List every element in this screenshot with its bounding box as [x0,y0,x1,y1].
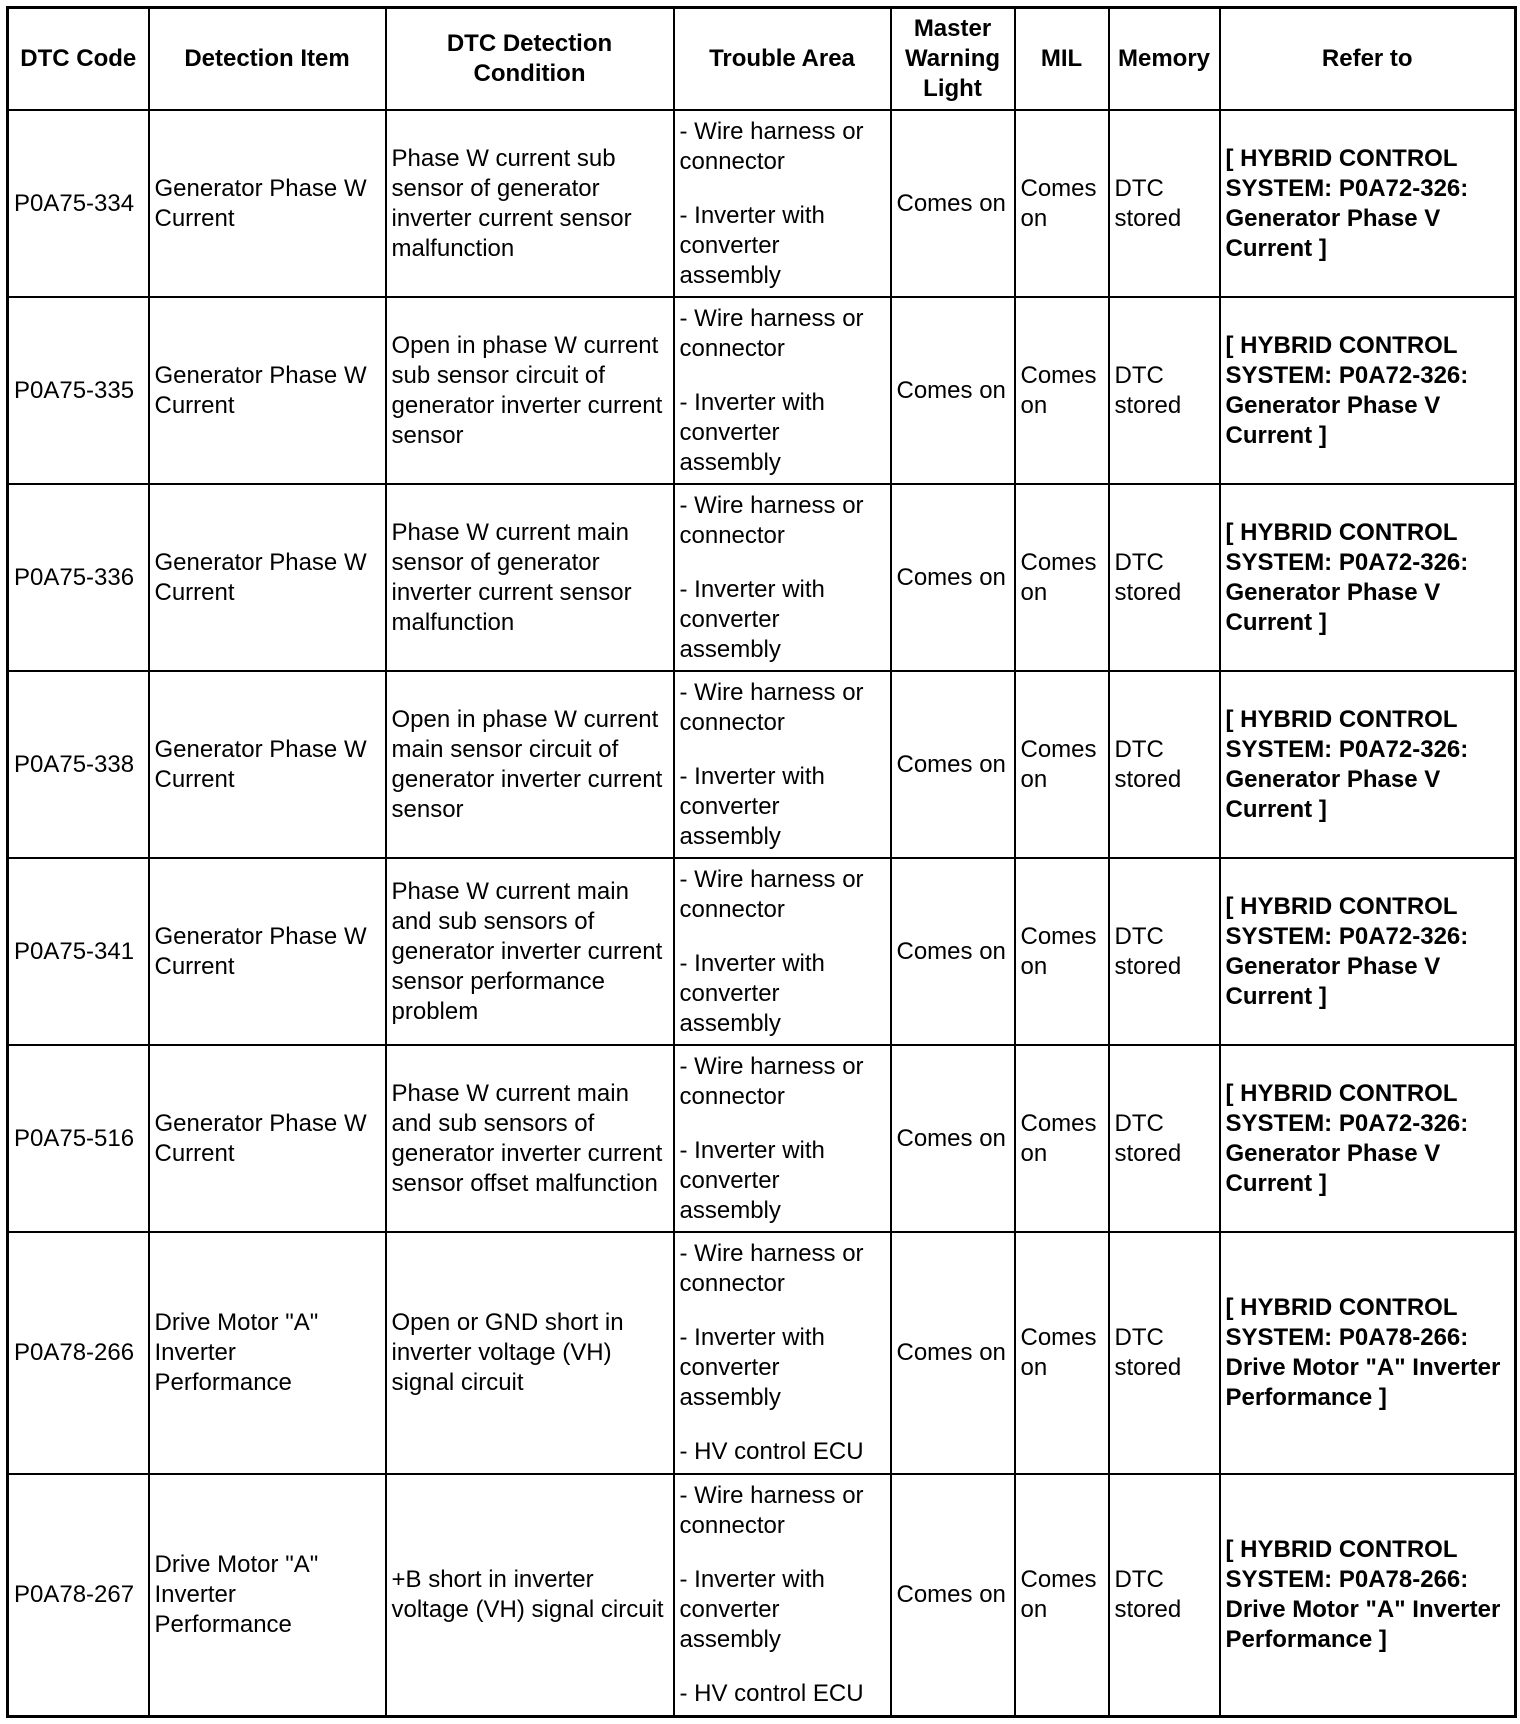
master-warning-light-cell: Comes on [891,1045,1015,1232]
table-row [8,484,1516,671]
trouble-area-item: - Inverter with converter assembly [679,388,825,476]
trouble-area-item: - Inverter with converter assembly [679,1136,825,1224]
dtc-table [6,6,1517,1718]
refer-to-cell: [ HYBRID CONTROL SYSTEM: P0A72-326: Generator Phase V Current ] [1220,671,1516,858]
memory-cell: DTC stored [1109,110,1220,297]
trouble-area-item: - Wire harness or connector [679,678,864,736]
trouble-area-item: - Wire harness or connector [679,1482,864,1540]
header-dtc-code: DTC Code [8,8,149,111]
master-warning-light-cell: Comes on [891,484,1015,671]
memory-cell: DTC stored [1109,671,1220,858]
detection-condition-cell: Phase W current main and sub sensors of generator inverter current sensor performance problem [386,858,674,1045]
refer-to-cell: [ HYBRID CONTROL SYSTEM: P0A72-326: Generator Phase V Current ] [1220,1045,1516,1232]
master-warning-light-cell: Comes on [891,858,1015,1045]
trouble-area-item: - Wire harness or connector [679,1052,864,1110]
table-row [8,1232,1516,1474]
refer-to-cell: [ HYBRID CONTROL SYSTEM: P0A78-266: Drive Motor "A" Inverter Performance ] [1220,1232,1516,1474]
table-row [8,671,1516,858]
dtc-code-cell: P0A78-267 [8,1474,149,1716]
mil-cell: Comes on [1015,671,1109,858]
detection-item-cell: Drive Motor "A" Inverter Performance [149,1232,386,1474]
memory-cell: DTC stored [1109,858,1220,1045]
detection-condition-cell: Open or GND short in inverter voltage (VH) signal circuit [386,1232,674,1474]
table-row [8,1474,1516,1716]
mil-cell: Comes on [1015,110,1109,297]
dtc-code-cell: P0A75-334 [8,110,149,297]
detection-condition-cell: Phase W current main and sub sensors of generator inverter current sensor offset malfunction [386,1045,674,1232]
master-warning-light-cell: Comes on [891,1232,1015,1474]
header-detection-condition: DTC Detection Condition [386,8,674,111]
master-warning-light-cell: Comes on [891,110,1015,297]
trouble-area-cell [674,297,891,484]
trouble-area-item: - Inverter with converter assembly [679,575,825,663]
detection-item-cell: Drive Motor "A" Inverter Performance [149,1474,386,1716]
table-body [8,110,1516,1717]
memory-cell: DTC stored [1109,484,1220,671]
mil-cell: Comes on [1015,858,1109,1045]
detection-condition-cell: Phase W current sub sensor of generator inverter current sensor malfunction [386,110,674,297]
dtc-code-cell: P0A75-335 [8,297,149,484]
header-mil: MIL [1015,8,1109,111]
trouble-area-cell [674,671,891,858]
trouble-area-cell [674,1232,891,1474]
table-row [8,297,1516,484]
detection-item-cell: Generator Phase W Current [149,671,386,858]
dtc-code-cell: P0A75-341 [8,858,149,1045]
detection-item-cell: Generator Phase W Current [149,858,386,1045]
trouble-area-item: - Wire harness or connector [679,304,864,362]
mil-cell: Comes on [1015,1474,1109,1716]
dtc-code-cell: P0A75-336 [8,484,149,671]
trouble-area-cell [674,1474,891,1716]
detection-item-cell: Generator Phase W Current [149,297,386,484]
trouble-area-item: - Inverter with converter assembly [679,762,825,850]
trouble-area-item: - Wire harness or connector [679,1240,864,1298]
table-row [8,110,1516,297]
detection-item-cell: Generator Phase W Current [149,1045,386,1232]
mil-cell: Comes on [1015,1045,1109,1232]
detection-condition-cell: Phase W current main sensor of generator inverter current sensor malfunction [386,484,674,671]
mil-cell: Comes on [1015,297,1109,484]
trouble-area-item: - Inverter with converter assembly [679,1566,825,1654]
trouble-area-item: - Inverter with converter assembly [679,949,825,1037]
trouble-area-item: - HV control ECU [679,1680,864,1708]
table-row [8,858,1516,1045]
trouble-area-cell [674,110,891,297]
trouble-area-item: - HV control ECU [679,1438,864,1466]
header-detection-item: Detection Item [149,8,386,111]
detection-condition-cell: +B short in inverter voltage (VH) signal circuit [386,1474,674,1716]
dtc-code-cell: P0A78-266 [8,1232,149,1474]
refer-to-cell: [ HYBRID CONTROL SYSTEM: P0A72-326: Generator Phase V Current ] [1220,484,1516,671]
master-warning-light-cell: Comes on [891,1474,1015,1716]
mil-cell: Comes on [1015,484,1109,671]
master-warning-light-cell: Comes on [891,297,1015,484]
refer-to-cell: [ HYBRID CONTROL SYSTEM: P0A72-326: Generator Phase V Current ] [1220,858,1516,1045]
memory-cell: DTC stored [1109,1045,1220,1232]
trouble-area-item: - Wire harness or connector [679,865,864,923]
detection-condition-cell: Open in phase W current main sensor circuit of generator inverter current sensor [386,671,674,858]
memory-cell: DTC stored [1109,1474,1220,1716]
header-row [8,8,1516,111]
header-master-warning-light: Master Warning Light [891,8,1015,111]
detection-condition-cell: Open in phase W current sub sensor circuit of generator inverter current sensor [386,297,674,484]
trouble-area-item: - Inverter with converter assembly [679,201,825,289]
detection-item-cell: Generator Phase W Current [149,110,386,297]
trouble-area-cell [674,484,891,671]
detection-item-cell: Generator Phase W Current [149,484,386,671]
memory-cell: DTC stored [1109,1232,1220,1474]
dtc-code-cell: P0A75-516 [8,1045,149,1232]
trouble-area-item: - Wire harness or connector [679,117,864,175]
refer-to-cell: [ HYBRID CONTROL SYSTEM: P0A72-326: Generator Phase V Current ] [1220,110,1516,297]
mil-cell: Comes on [1015,1232,1109,1474]
refer-to-cell: [ HYBRID CONTROL SYSTEM: P0A72-326: Generator Phase V Current ] [1220,297,1516,484]
trouble-area-item: - Wire harness or connector [679,491,864,549]
refer-to-cell: [ HYBRID CONTROL SYSTEM: P0A78-266: Drive Motor "A" Inverter Performance ] [1220,1474,1516,1716]
header-refer-to: Refer to [1220,8,1516,111]
dtc-code-cell: P0A75-338 [8,671,149,858]
header-trouble-area: Trouble Area [674,8,891,111]
trouble-area-cell [674,858,891,1045]
master-warning-light-cell: Comes on [891,671,1015,858]
header-memory: Memory [1109,8,1220,111]
table-row [8,1045,1516,1232]
trouble-area-item: - Inverter with converter assembly [679,1324,825,1412]
trouble-area-cell [674,1045,891,1232]
memory-cell: DTC stored [1109,297,1220,484]
